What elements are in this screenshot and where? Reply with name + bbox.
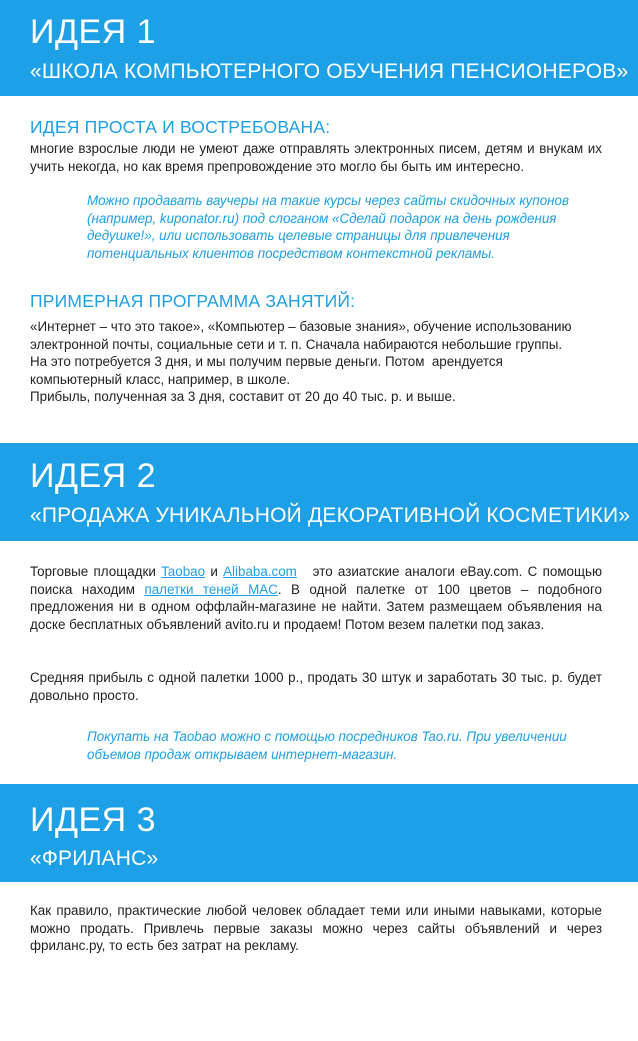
idea1-paragraph1 [30,140,602,175]
idea1-program-line: Прибыль, полученная за 3 дня, составит от 20 до 40 тыс. р. и выше. [30,389,456,404]
idea2-p1-start: Торговые площадки [30,564,162,579]
idea1-heading2-text: ПРИМЕРНАЯ ПРОГРАММА ЗАНЯТИЙ: [30,291,356,311]
taobao-link[interactable]: Taobao [161,564,206,579]
idea1-program-line: «Интернет – что это такое», «Компьютер – базовые знания», обучение использованию [30,319,572,334]
alibaba-link[interactable]: Alibaba.com [223,564,297,579]
idea3-subtitle: «ФРИЛАНС» [30,847,159,870]
idea2-paragraph2 [30,669,602,704]
mac-palettes-link[interactable]: палетки теней MAC [144,581,278,597]
idea1-banner [0,0,638,96]
idea1-note-line: Можно продавать ваучеры на такие курсы через сайты скидочных купонов [87,193,569,208]
idea1-heading2 [30,290,602,312]
idea1-note [87,192,607,262]
idea3-paragraph-text: Как правило, практические любой человек обладает теми или иными навыками, которые можно продать. Привлечь первые заказы можно через сайты объявлений и через фриланс.ру, то есть без затрат на рекламу. [30,903,602,953]
idea1-program [30,318,602,406]
idea1-paragraph1-text: многие взрослые люди не умеют даже отправлять электронных писем, детям и внукам их учить некогда, но как время препровождение это могло бы быть им интересно. [30,141,602,174]
idea1-program-line: электронной почты, социальные сети и т. п. Сначала набираются небольшие группы. [30,336,563,352]
idea2-paragraph1-text [30,563,606,633]
idea1-note-line: дедушке!», или использовать целевые страницы для привлечения [87,228,510,243]
idea2-paragraph1 [30,563,606,633]
idea2-paragraph2-text: Средняя прибыль с одной палетки 1000 р., продать 30 штук и заработать 30 тыс. р. будет довольно просто. [30,670,602,703]
idea2-note-line: объемов продаж открываем интернет-магазин. [87,746,398,762]
idea2-note-line: Покупать на Taobao можно с помощью посредников Tao.ru. При увеличении [87,729,567,744]
idea2-subtitle: «ПРОДАЖА УНИКАЛЬНОЙ ДЕКОРАТИВНОЙ КОСМЕТИКИ» [30,504,631,527]
idea2-note [87,728,607,763]
idea1-program-line: компьютерный класс, например, в школе. [30,371,291,387]
idea3-title: ИДЕЯ 3 [30,801,157,839]
idea2-p1-mid: это азиатские аналоги eBay.com. С помощью поиска находим [30,564,606,597]
idea3-banner [0,784,638,882]
idea2-p1-end: . В одной палетке от 100 цветов – подобного предложения ни в одном оффлайн-магазине не найти. Затем размещаем объявления на доске бесплатных объявлений avito.ru и продаем! Потом везем палетки под заказ. [30,581,602,632]
idea2-banner [0,443,638,541]
idea1-program-line: На это потребуется 3 дня, и мы получим первые деньги. Потом арендуется [30,354,503,369]
idea2-title: ИДЕЯ 2 [30,457,157,495]
idea2-p1-and: и [205,564,224,579]
idea1-note-line: потенциальных клиентов посредством контекстной рекламы. [87,245,495,261]
idea1-note-line: (например, kuponator.ru) под слоганом «Сделай подарок на день рождения [87,210,557,226]
idea1-subtitle: «ШКОЛА КОМПЬЮТЕРНОГО ОБУЧЕНИЯ ПЕНСИОНЕРОВ» [30,60,629,83]
idea1-title: ИДЕЯ 1 [30,13,157,51]
idea1-heading1-text: ИДЕЯ ПРОСТА И ВОСТРЕБОВАНА: [30,117,331,137]
idea1-heading1 [30,116,602,138]
idea3-paragraph [30,902,602,955]
